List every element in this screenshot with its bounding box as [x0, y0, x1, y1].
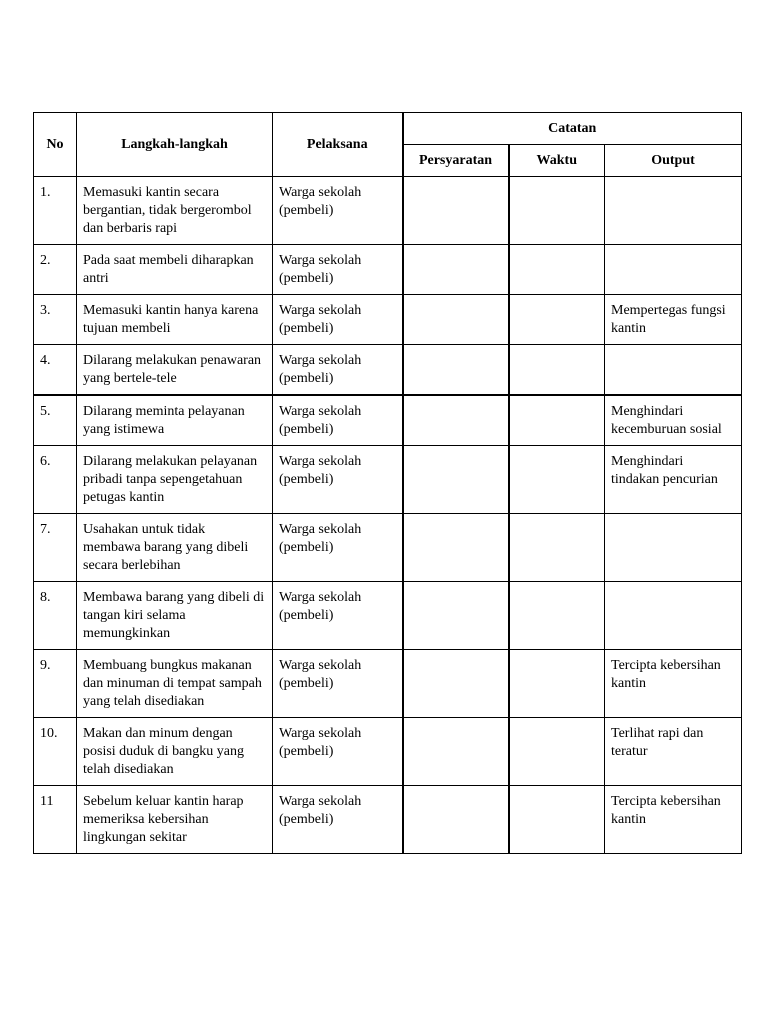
- row-step: Dilarang melakukan pelayanan pribadi tanpa sepengetahuan petugas kantin: [77, 446, 273, 514]
- row-step: Pada saat membeli diharapkan antri: [77, 245, 273, 295]
- row-executor: Warga sekolah (pembeli): [273, 718, 403, 786]
- row-step: Dilarang melakukan penawaran yang bertele-tele: [77, 345, 273, 396]
- row-step: Membuang bungkus makanan dan minuman di tempat sampah yang telah disediakan: [77, 650, 273, 718]
- row-step: Makan dan minum dengan posisi duduk di bangku yang telah disediakan: [77, 718, 273, 786]
- row-executor: Warga sekolah (pembeli): [273, 582, 403, 650]
- row-output: [605, 177, 742, 245]
- row-requirements: [403, 177, 509, 245]
- row-step: Dilarang meminta pelayanan yang istimewa: [77, 395, 273, 446]
- table-row: [34, 582, 742, 650]
- row-no: 3.: [34, 295, 77, 345]
- row-requirements: [403, 395, 509, 446]
- row-time: [509, 295, 605, 345]
- row-output: Terlihat rapi dan teratur: [605, 718, 742, 786]
- row-step: Memasuki kantin secara bergantian, tidak bergerombol dan berbaris rapi: [77, 177, 273, 245]
- row-executor: Warga sekolah (pembeli): [273, 395, 403, 446]
- row-no: 11: [34, 786, 77, 854]
- table-row: [34, 345, 742, 396]
- row-executor: Warga sekolah (pembeli): [273, 177, 403, 245]
- row-no: 2.: [34, 245, 77, 295]
- table-row: [34, 718, 742, 786]
- row-output: [605, 245, 742, 295]
- header-requirements: Persyaratan: [403, 145, 509, 177]
- header-steps: Langkah-langkah: [77, 113, 273, 177]
- row-no: 4.: [34, 345, 77, 396]
- row-no: 6.: [34, 446, 77, 514]
- row-time: [509, 514, 605, 582]
- row-executor: Warga sekolah (pembeli): [273, 295, 403, 345]
- table-row: [34, 295, 742, 345]
- row-output: [605, 582, 742, 650]
- table-header-row: [34, 113, 742, 145]
- row-requirements: [403, 718, 509, 786]
- row-executor: Warga sekolah (pembeli): [273, 650, 403, 718]
- row-time: [509, 786, 605, 854]
- row-no: 7.: [34, 514, 77, 582]
- row-requirements: [403, 245, 509, 295]
- header-notes: Catatan: [403, 113, 742, 145]
- header-output: Output: [605, 145, 742, 177]
- row-executor: Warga sekolah (pembeli): [273, 345, 403, 396]
- table-row: [34, 245, 742, 295]
- row-output: Menghindari tindakan pencurian: [605, 446, 742, 514]
- row-time: [509, 245, 605, 295]
- header-no: No: [34, 113, 77, 177]
- row-requirements: [403, 345, 509, 396]
- table-row: [34, 446, 742, 514]
- row-requirements: [403, 786, 509, 854]
- row-output: [605, 345, 742, 396]
- row-time: [509, 582, 605, 650]
- row-executor: Warga sekolah (pembeli): [273, 514, 403, 582]
- procedure-table: [33, 112, 742, 854]
- row-requirements: [403, 295, 509, 345]
- row-time: [509, 177, 605, 245]
- row-no: 9.: [34, 650, 77, 718]
- row-executor: Warga sekolah (pembeli): [273, 446, 403, 514]
- row-output: [605, 514, 742, 582]
- row-output: Tercipta kebersihan kantin: [605, 786, 742, 854]
- row-time: [509, 395, 605, 446]
- table-row: [34, 650, 742, 718]
- row-step: Membawa barang yang dibeli di tangan kiri selama memungkinkan: [77, 582, 273, 650]
- row-requirements: [403, 650, 509, 718]
- row-requirements: [403, 582, 509, 650]
- row-time: [509, 345, 605, 396]
- row-time: [509, 718, 605, 786]
- row-time: [509, 650, 605, 718]
- row-output: Menghindari kecemburuan sosial: [605, 395, 742, 446]
- row-step: Sebelum keluar kantin harap memeriksa kebersihan lingkungan sekitar: [77, 786, 273, 854]
- row-no: 1.: [34, 177, 77, 245]
- table-row: [34, 786, 742, 854]
- row-step: Usahakan untuk tidak membawa barang yang dibeli secara berlebihan: [77, 514, 273, 582]
- table-row: [34, 395, 742, 446]
- table-row: [34, 514, 742, 582]
- row-requirements: [403, 446, 509, 514]
- row-no: 8.: [34, 582, 77, 650]
- row-no: 10.: [34, 718, 77, 786]
- row-executor: Warga sekolah (pembeli): [273, 245, 403, 295]
- header-executor: Pelaksana: [273, 113, 403, 177]
- row-time: [509, 446, 605, 514]
- row-output: Tercipta kebersihan kantin: [605, 650, 742, 718]
- row-no: 5.: [34, 395, 77, 446]
- row-step: Memasuki kantin hanya karena tujuan membeli: [77, 295, 273, 345]
- row-output: Mempertegas fungsi kantin: [605, 295, 742, 345]
- row-requirements: [403, 514, 509, 582]
- header-time: Waktu: [509, 145, 605, 177]
- table-row: [34, 177, 742, 245]
- row-executor: Warga sekolah (pembeli): [273, 786, 403, 854]
